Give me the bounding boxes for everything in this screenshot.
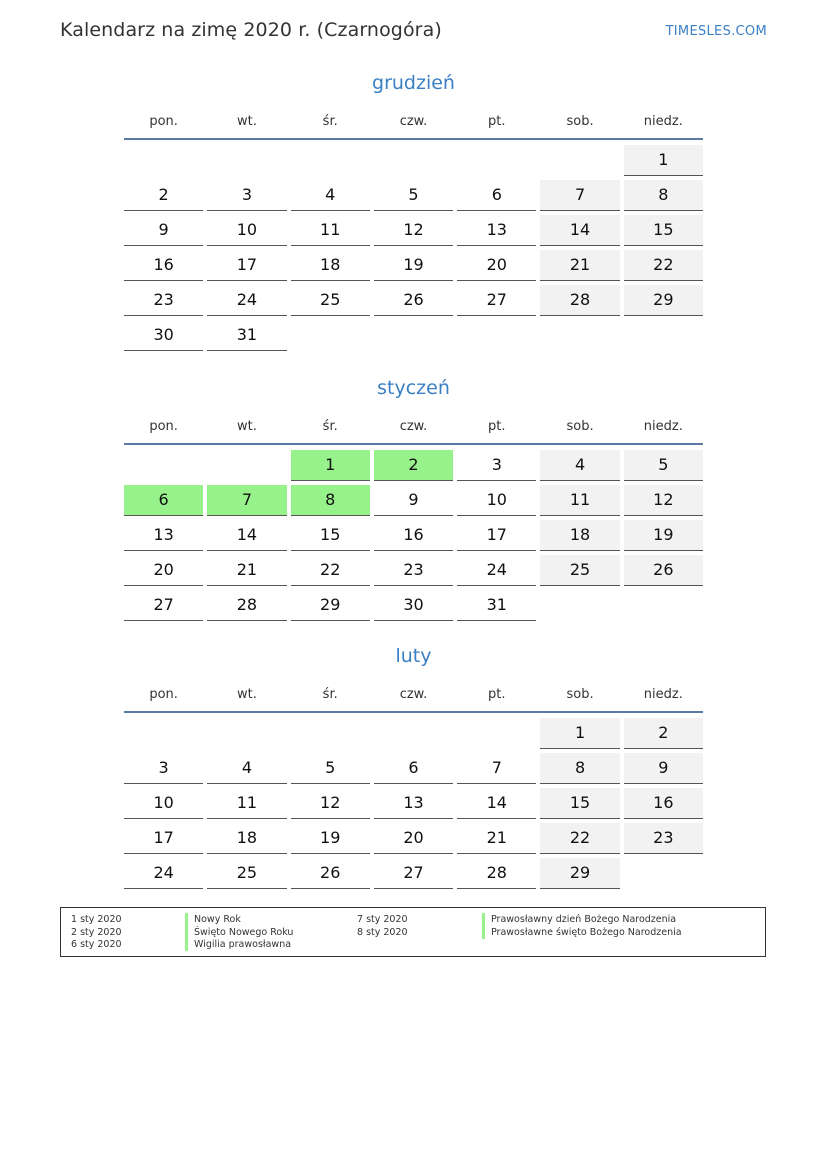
day-cell: 15 [291, 520, 370, 551]
day-cell: 26 [291, 858, 370, 889]
day-cell: 13 [124, 520, 203, 551]
legend-holiday-name: Wigilia prawosławna [185, 938, 291, 951]
day-cell: 23 [624, 823, 703, 854]
day-cell: 31 [457, 590, 536, 621]
day-cell: 19 [291, 823, 370, 854]
day-cell: 23 [124, 285, 203, 316]
day-cell: 25 [540, 555, 619, 586]
weekday-label: sob. [566, 418, 594, 434]
day-cell: 8 [624, 180, 703, 211]
day-cell: 17 [207, 250, 286, 281]
month-december [124, 68, 703, 351]
weekday-header [124, 409, 703, 443]
day-cell: 26 [624, 555, 703, 586]
legend-holiday-name: Prawosławny dzień Bożego Narodzenia [482, 913, 676, 926]
empty-day-cell [374, 320, 453, 350]
page-title: Kalendarz na zimę 2020 r. (Czarnogóra) [60, 19, 442, 41]
day-cell: 21 [207, 555, 286, 586]
day-cell: 29 [291, 590, 370, 621]
weekday-label: niedz. [643, 113, 683, 129]
day-cell: 4 [207, 753, 286, 784]
weekday-label: pt. [488, 418, 506, 434]
day-cell: 31 [207, 320, 286, 351]
day-cell: 13 [374, 788, 453, 819]
header-divider [124, 711, 703, 713]
day-cell: 18 [207, 823, 286, 854]
day-cell: 30 [124, 320, 203, 351]
day-cell: 12 [291, 788, 370, 819]
weekday-label: czw. [399, 418, 428, 434]
month-title: luty [395, 645, 432, 667]
empty-day-cell [374, 145, 453, 175]
empty-day-cell [624, 320, 703, 350]
day-cell: 9 [124, 215, 203, 246]
day-cell: 7 [207, 485, 286, 516]
day-cell: 15 [540, 788, 619, 819]
month-february [124, 641, 703, 889]
day-cell: 5 [291, 753, 370, 784]
empty-day-cell [540, 145, 619, 175]
day-cell: 3 [457, 450, 536, 481]
day-cell: 17 [124, 823, 203, 854]
day-cell: 1 [540, 718, 619, 749]
day-cell: 28 [207, 590, 286, 621]
day-cell: 18 [291, 250, 370, 281]
header-divider [124, 443, 703, 445]
day-cell: 27 [457, 285, 536, 316]
day-cell: 20 [457, 250, 536, 281]
day-cell: 17 [457, 520, 536, 551]
day-cell: 25 [207, 858, 286, 889]
day-cell: 7 [457, 753, 536, 784]
day-cell: 14 [457, 788, 536, 819]
weekday-label: śr. [322, 686, 338, 702]
day-cell: 10 [207, 215, 286, 246]
weekday-header [124, 677, 703, 711]
day-cell: 26 [374, 285, 453, 316]
weekday-label: sob. [566, 113, 594, 129]
legend-date: 8 sty 2020 [357, 927, 408, 938]
day-cell: 5 [374, 180, 453, 211]
weekday-label: pt. [488, 686, 506, 702]
weekday-label: wt. [236, 686, 257, 702]
empty-day-cell [291, 320, 370, 350]
empty-day-cell [457, 320, 536, 350]
day-cell: 9 [374, 485, 453, 516]
weekday-label: niedz. [643, 418, 683, 434]
weekday-label: śr. [322, 418, 338, 434]
day-cell: 8 [291, 485, 370, 516]
day-cell: 6 [374, 753, 453, 784]
weekday-header [124, 104, 703, 138]
day-cell: 27 [374, 858, 453, 889]
day-cell: 28 [540, 285, 619, 316]
day-cell: 19 [624, 520, 703, 551]
day-cell: 6 [457, 180, 536, 211]
day-cell: 3 [124, 753, 203, 784]
empty-day-cell [540, 590, 619, 620]
weekday-label: śr. [322, 113, 338, 129]
empty-day-cell [624, 858, 703, 888]
day-grid [124, 450, 703, 621]
empty-day-cell [207, 145, 286, 175]
day-cell: 23 [374, 555, 453, 586]
weekday-label: wt. [236, 113, 257, 129]
day-cell: 13 [457, 215, 536, 246]
empty-day-cell [207, 450, 286, 480]
legend-holiday-name: Święto Nowego Roku [185, 926, 293, 939]
empty-day-cell [374, 718, 453, 748]
weekday-label: pt. [488, 113, 506, 129]
empty-day-cell [457, 145, 536, 175]
day-cell: 1 [291, 450, 370, 481]
empty-day-cell [624, 590, 703, 620]
day-cell: 14 [540, 215, 619, 246]
day-cell: 14 [207, 520, 286, 551]
day-cell: 25 [291, 285, 370, 316]
legend-holiday-name: Prawosławne święto Bożego Narodzenia [482, 926, 682, 939]
day-cell: 22 [624, 250, 703, 281]
day-grid [124, 145, 703, 351]
holiday-legend [60, 907, 766, 957]
day-cell: 2 [374, 450, 453, 481]
month-title: styczeń [377, 377, 450, 399]
weekday-label: czw. [399, 686, 428, 702]
empty-day-cell [457, 718, 536, 748]
day-cell: 20 [124, 555, 203, 586]
day-cell: 29 [624, 285, 703, 316]
day-cell: 1 [624, 145, 703, 176]
day-cell: 16 [624, 788, 703, 819]
day-cell: 24 [207, 285, 286, 316]
day-cell: 11 [291, 215, 370, 246]
weekday-label: pon. [149, 113, 178, 129]
day-cell: 24 [124, 858, 203, 889]
day-cell: 4 [291, 180, 370, 211]
day-cell: 11 [207, 788, 286, 819]
brand-link[interactable]: TIMESLES.COM [665, 24, 767, 39]
day-cell: 7 [540, 180, 619, 211]
day-cell: 8 [540, 753, 619, 784]
legend-holiday-name: Nowy Rok [185, 913, 241, 926]
empty-day-cell [291, 145, 370, 175]
month-title: grudzień [372, 72, 455, 94]
empty-day-cell [124, 718, 203, 748]
day-cell: 27 [124, 590, 203, 621]
day-cell: 19 [374, 250, 453, 281]
day-cell: 29 [540, 858, 619, 889]
empty-day-cell [207, 718, 286, 748]
day-cell: 10 [457, 485, 536, 516]
day-cell: 4 [540, 450, 619, 481]
day-cell: 20 [374, 823, 453, 854]
weekday-label: sob. [566, 686, 594, 702]
empty-day-cell [124, 145, 203, 175]
day-cell: 22 [291, 555, 370, 586]
day-cell: 10 [124, 788, 203, 819]
weekday-label: wt. [236, 418, 257, 434]
day-cell: 18 [540, 520, 619, 551]
day-cell: 28 [457, 858, 536, 889]
day-grid [124, 718, 703, 889]
empty-day-cell [124, 450, 203, 480]
day-cell: 12 [624, 485, 703, 516]
weekday-label: pon. [149, 418, 178, 434]
day-cell: 15 [624, 215, 703, 246]
legend-date: 6 sty 2020 [71, 939, 122, 950]
legend-date: 1 sty 2020 [71, 914, 122, 925]
legend-date: 2 sty 2020 [71, 927, 122, 938]
day-cell: 2 [124, 180, 203, 211]
day-cell: 22 [540, 823, 619, 854]
day-cell: 30 [374, 590, 453, 621]
month-january [124, 373, 703, 621]
day-cell: 6 [124, 485, 203, 516]
day-cell: 9 [624, 753, 703, 784]
day-cell: 21 [540, 250, 619, 281]
day-cell: 16 [124, 250, 203, 281]
day-cell: 3 [207, 180, 286, 211]
day-cell: 2 [624, 718, 703, 749]
legend-date: 7 sty 2020 [357, 914, 408, 925]
weekday-label: czw. [399, 113, 428, 129]
day-cell: 21 [457, 823, 536, 854]
day-cell: 12 [374, 215, 453, 246]
weekday-label: pon. [149, 686, 178, 702]
empty-day-cell [291, 718, 370, 748]
day-cell: 11 [540, 485, 619, 516]
weekday-label: niedz. [643, 686, 683, 702]
header-divider [124, 138, 703, 140]
day-cell: 24 [457, 555, 536, 586]
day-cell: 5 [624, 450, 703, 481]
day-cell: 16 [374, 520, 453, 551]
empty-day-cell [540, 320, 619, 350]
